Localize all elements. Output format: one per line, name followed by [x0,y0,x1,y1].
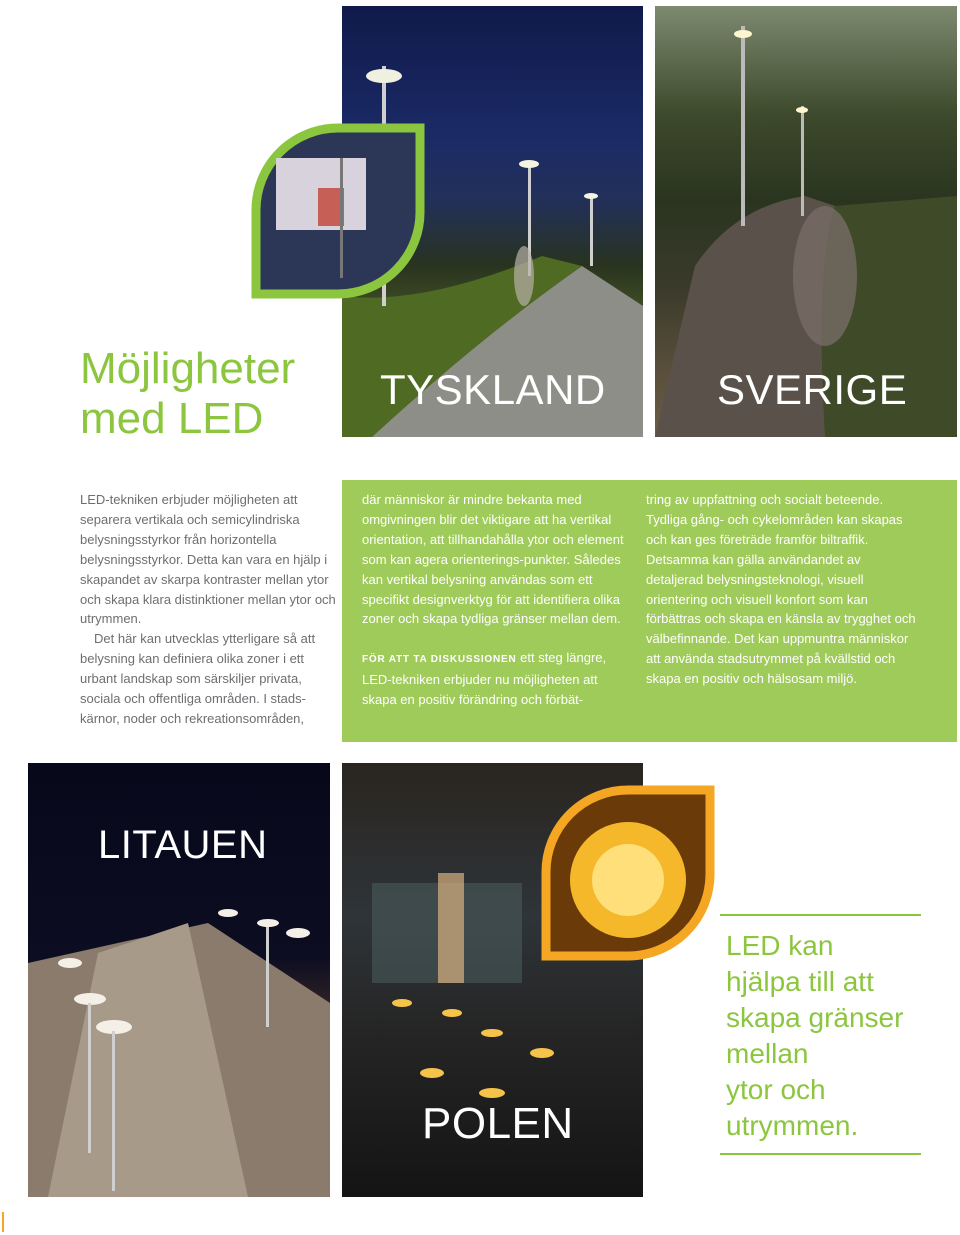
body-paragraph-1: LED-tekniken erbjuder möjligheten att separera vertikala och semicylindriska belysningsstyrkor från horizontella belysningsstyrkor. Detta kan vara en hjälp i skapandet av skarpa kontraster mellan ytor och skapa klara distinktioner mellan ytor och utrymmen. [80,492,336,627]
photo-label-sverige: SVERIGE [717,366,908,413]
pull-quote-line-6: utrymmen. [726,1110,859,1141]
photo-litauen [28,763,330,1197]
inset-drop-orange [536,780,716,962]
paragraph-4-text: ett steg längre, LED-tekniken erbjuder nu möjligheten att skapa en positiv förändring och förbät- [362,650,607,708]
pull-quote [726,928,926,1144]
quote-rule-top [720,914,921,916]
page-edge-marker [2,1212,4,1232]
headline-line-2: med LED [80,394,264,443]
body-column-1 [80,490,338,729]
photo-label-tyskland: TYSKLAND [380,366,606,413]
body-paragraph-2: Det här kan utvecklas ytterligare så att belysning kan definiera olika zoner i ett urbant landskap som särskiljer privata, sociala och offentliga områden. I stads-kärnor, noder och rekreationsområden, [80,631,316,726]
body-paragraph-5: tring av uppfattning och socialt beteende. Tydliga gång- och cykelområden kan skapas och kan ges företräde framför biltraffik. Detsamma kan gälla användandet av detaljerad belysningsteknologi, visuell orientering och visuell konfort som kan förbättras och skapa en känsla av trygghet och välbefinnande. Det kan uppmuntra människor att använda stadsutrymmet på kvällstid och skapa en positiv och hälsosam miljö. [646,492,916,687]
body-paragraph-4 [362,648,624,710]
pull-quote-line-4: mellan [726,1038,809,1069]
photo-label-polen: POLEN [422,1099,574,1148]
headline-line-1: Möjligheter [80,344,296,393]
pull-quote-line-1: LED kan [726,930,834,961]
body-column-3 [646,490,916,689]
photo-label-litauen: LITAUEN [98,823,268,867]
body-paragraph-3: där människor är mindre bekanta med omgivningen blir det viktigare att ha vertikal orientation, att tillhandahålla ytor och element som kan agera orienterings-punkter. Således kan vertikal belysning användas som ett specifikt designverktyg för att identifiera olika zoner och skapa tydliga gränser mellan dem. [362,492,624,627]
pull-quote-line-3: skapa gränser [726,1002,904,1033]
page-headline [80,344,340,444]
paragraph-lead-caps: FÖR ATT TA DISKUSSIONEN [362,654,517,666]
quote-rule-bottom [720,1153,921,1155]
body-column-2 [362,490,624,710]
photo-sverige [655,6,957,437]
pull-quote-line-5: ytor och [726,1074,826,1105]
pull-quote-line-2: hjälpa till att [726,966,874,997]
inset-drop-green [246,118,426,300]
